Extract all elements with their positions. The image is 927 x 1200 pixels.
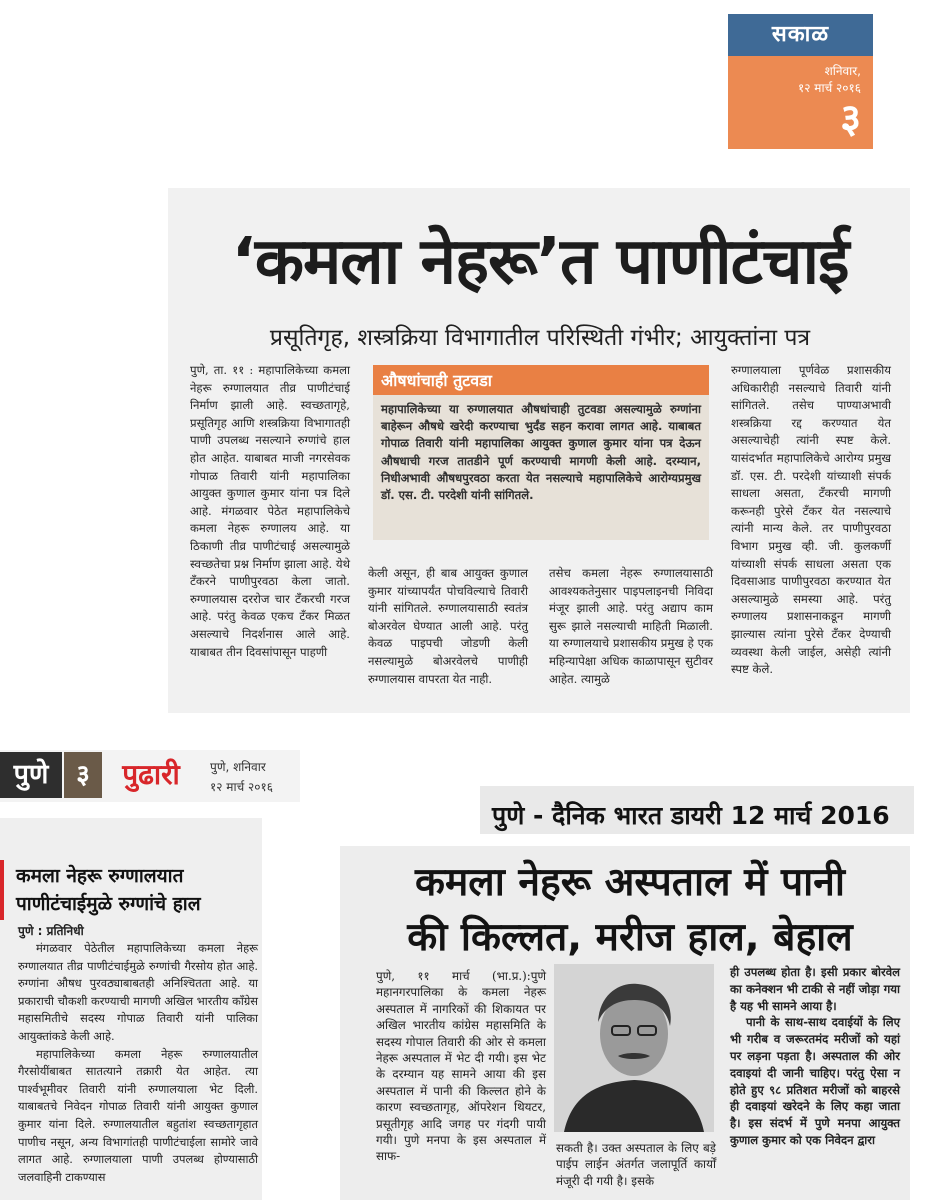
- pudhari-logo: पुढारी: [122, 758, 180, 791]
- pudhari-paragraph-2: महापालिकेच्या कमला नेहरू रुग्णालयातील गैरसोयींबाबत सातत्याने तक्रारी येत आहेत. त्या पार्श्वभूमीवर तिवारी यांनी रुग्णालयाला भेट दिली. याबाबतचे निवेदन गोपाळ तिवारी यांनी आयुक्त कुणाल कुमार यांना दिले. रुग्णालयातील बहुतांश स्वच्छतागृहात पाणीच नसून, अन्य विभागांतही पाणीटंचाईला सामोरे जावे लागत आहे. रुग्णालयाला पाणी उपलब्ध होण्यासाठी जलवाहिनी टाकण्यास: [18, 1046, 258, 1184]
- sakal-subheadline: प्रसूतिगृह, शस्त्रक्रिया विभागातील परिस्थिती गंभीर; आयुक्तांना पत्र: [269, 325, 811, 351]
- pudhari-headline-line-2: पाणीटंचाईमुळे रुग्णांचे हाल: [16, 893, 201, 915]
- bharat-diary-headline-line-1: कमला नेहरू अस्पताल में पानी: [415, 860, 845, 905]
- person-portrait-icon: [554, 964, 714, 1132]
- person-photo: [554, 964, 714, 1132]
- sakal-day: शनिवार,: [824, 64, 861, 78]
- bharat-diary-column-1: पुणे, ११ मार्च (भा.प्र.):पुणे महानगरपालिका के कमला नेहरू अस्पताल में नागरिकों की शिकायत पर अखिल भारतीय कांग्रेस महासमिति के सदस्य गोपाल तिवारी की ओर से कमला नेहरू अस्पताल में भेट दी गयी। इस भेट के दरम्यान यह सामने आया की इस अस्पताल में पानी की किल्लत होने के कारण स्वच्छतागृह, ऑपरेशन थियटर, प्रसूतीगृह आदि जगह पर गंदगी पायी गयी। पुणे मनपा के इस अस्पताल में साफ-: [376, 969, 546, 1164]
- sakal-page-number: ३: [840, 96, 861, 142]
- pudhari-headline-line-1: कमला नेहरू रुग्णालयात: [16, 865, 184, 887]
- sakal-box-text: महापालिकेच्या या रुग्णालयात औषधांचाही तुटवडा असल्यामुळे रुग्णांना बाहेरून औषधे खरेदी करण्याचा भुर्दंड सहन करावा लागत आहे. याबाबत गोपाळ तिवारी यांनी महापालिका आयुक्त कुणाल कुमार यांना पत्र देऊन औषधाची गरज तातडीने पूर्ण करण्याची मागणी केली आहे. दरम्यान, निधीअभावी औषधपुरवठा करता येत नसल्याचे महापालिकेचे आरोग्यप्रमुख डॉ. एस. टी. परदेशी यांनी सांगितले.: [381, 402, 701, 503]
- bharat-diary-headline-line-2: की किल्लत, मरीज हाल, बेहाल: [407, 915, 853, 960]
- sakal-date-block: [728, 56, 873, 149]
- bharat-diary-headline: [360, 855, 900, 965]
- sakal-column-2: केली असून, ही बाब आयुक्त कुणाल कुमार यांच्यापर्यंत पोचविल्याचे तिवारी यांनी सांगितले. रुग्णालयासाठी स्वतंत्र बोअरवेल घेण्यात आली आहे. परंतु केवळ पाइपची जोडणी केली नसल्यामुळे बोअरवेलचे पाणीही रुग्णालयास वापरता येत नाही.: [368, 566, 528, 686]
- pudhari-city-day: पुणे, शनिवार: [210, 760, 266, 774]
- bharat-diary-column-3-para-2: पानी के साथ-साथ दवाईयों के लिए भी गरीब व जरूरतमंद मरीजों को यहां पर लड़ना पड़ता है। अस्पताल की ओर दवाइयां दी जानी चाहिए। परंतु ऐसा न होते हुए ९८ प्रतिशत मरीजों को बाहरसे ही दवाइयां खरेदने के लिए कहा जाता है। इस संदर्भ में पुणे मनपा आयुक्त कुणाल कुमार को एक निवेदन द्वारा: [730, 1015, 900, 1147]
- bharat-diary-column-3: [730, 964, 900, 1149]
- sakal-date: १२ मार्च २०१६: [798, 81, 861, 95]
- sakal-column-4: रुग्णालयाला पूर्णवेळ प्रशासकीय अधिकारीही नसल्याचे तिवारी यांनी सांगितले. तसेच पाण्याअभावी शस्त्रक्रिया रद्द करण्यात येत असल्याचेही त्यांनी स्पष्ट केले. यासंदर्भात महापालिकेचे आरोग्य प्रमुख डॉ. एस. टी. परदेशी यांच्याशी संपर्क साधला असता, टँकरची मागणी करूनही पुरेसे टँकर येत नसल्याचे त्यांनी मान्य केले. तर पाणीपुरवठा विभाग प्रमुख व्ही. जी. कुलकर्णी यांच्याशी संपर्क साधला असता एक दिवसाआड पाणीपुरवठा करण्यात येत असल्यामुळे समस्या आहे. परंतु रुग्णालय प्रशासनाकडून मागणी झाल्यास त्यांना पुरेसे टँकर देण्याची व्यवस्था केली जाईल, असेही त्यांनी स्पष्ट केले.: [731, 363, 891, 677]
- sakal-box-title: औषधांचाही तुटवडा: [373, 365, 709, 395]
- sakal-column-3: तसेच कमला नेहरू रुग्णालयासाठी आवश्यकतेनुसार पाइपलाइनची निविदा मंजूर झाली आहे. परंतु अद्याप काम सुरू झाले नसल्याची माहिती मिळाली. या रुग्णालयाचे प्रशासकीय प्रमुख हे एक महिन्यापेक्षा अधिक काळापासून सुटीवर आहेत. त्यामुळे: [549, 566, 713, 686]
- sakal-logo: सकाळ: [728, 14, 873, 56]
- pudhari-page-number: ३: [64, 752, 102, 798]
- sakal-headline: ‘कमला नेहरू’त पाणीटंचाई: [231, 225, 849, 299]
- bharat-diary-masthead: पुणे - दैनिक भारत डायरी 12 मार्च 2016: [492, 801, 890, 830]
- pudhari-paragraph-1: मंगळवार पेठेतील महापालिकेच्या कमला नेहरू रुग्णालयात तीव्र पाणीटंचाईमुळे रुग्णांची गैरसोय होत आहे. रुग्णांना औषध पुरवठ्याबाबतही अनिश्चितता आहे. या प्रकाराची चौकशी करण्याची मागणी अखिल भारतीय कॉंग्रेस महासमितीचे सदस्य गोपाळ तिवारी यांनी पालिका आयुक्तांकडे केली आहे.: [18, 941, 258, 1043]
- pudhari-date: १२ मार्च २०१६: [210, 780, 273, 794]
- sakal-masthead: [728, 14, 873, 149]
- pudhari-headline: [16, 862, 256, 918]
- pudhari-city-tag: पुणे: [0, 752, 62, 798]
- pudhari-byline: पुणे : प्रतिनिधी: [18, 924, 84, 938]
- bharat-diary-column-2: सकती है। उक्त अस्पताल के लिए बड़े पाईप लाईन अंतर्गत जलापूर्ति कार्यों मंजूरी दी गयी है। इसके: [556, 1141, 716, 1188]
- sakal-sidebar-box: [373, 365, 709, 540]
- pudhari-accent-bar: [0, 860, 4, 920]
- sakal-column-1: पुणे, ता. ११ : महापालिकेच्या कमला नेहरू रुग्णालयात तीव्र पाणीटंचाई निर्माण झाली आहे. स्वच्छतागृहे, प्रसूतिगृह आणि शस्त्रक्रिया विभागातही पाणी उपलब्ध नसल्याने रुग्णांचे हाल होत आहेत. याबाबत माजी नगरसेवक गोपाळ तिवारी यांनी महापालिका आयुक्त कुणाल कुमार यांना पत्र दिले आहे. मंगळवार पेठेत महापालिकेचे कमला नेहरू रुग्णालय आहे. या ठिकाणी तीव्र पाणीटंचाई असल्यामुळे स्वच्छतेचा प्रश्न निर्माण झाला आहे. येथे टँकरने पाणीपुरवठा केला जातो. रुग्णालयास दररोज चार टँकरची गरज आहे. परंतु केवळ एकच टँकर मिळत असल्याचे निदर्शनास आले आहे. याबाबत तीन दिवसांपासून पाहणी: [190, 363, 350, 659]
- bharat-diary-column-3-para-1: ही उपलब्ध होता है। इसी प्रकार बोरवेल का कनेक्शन भी टाकी से नहीं जोड़ा गया है यह भी सामने आया है।: [730, 965, 900, 1013]
- pudhari-body: [18, 940, 258, 1186]
